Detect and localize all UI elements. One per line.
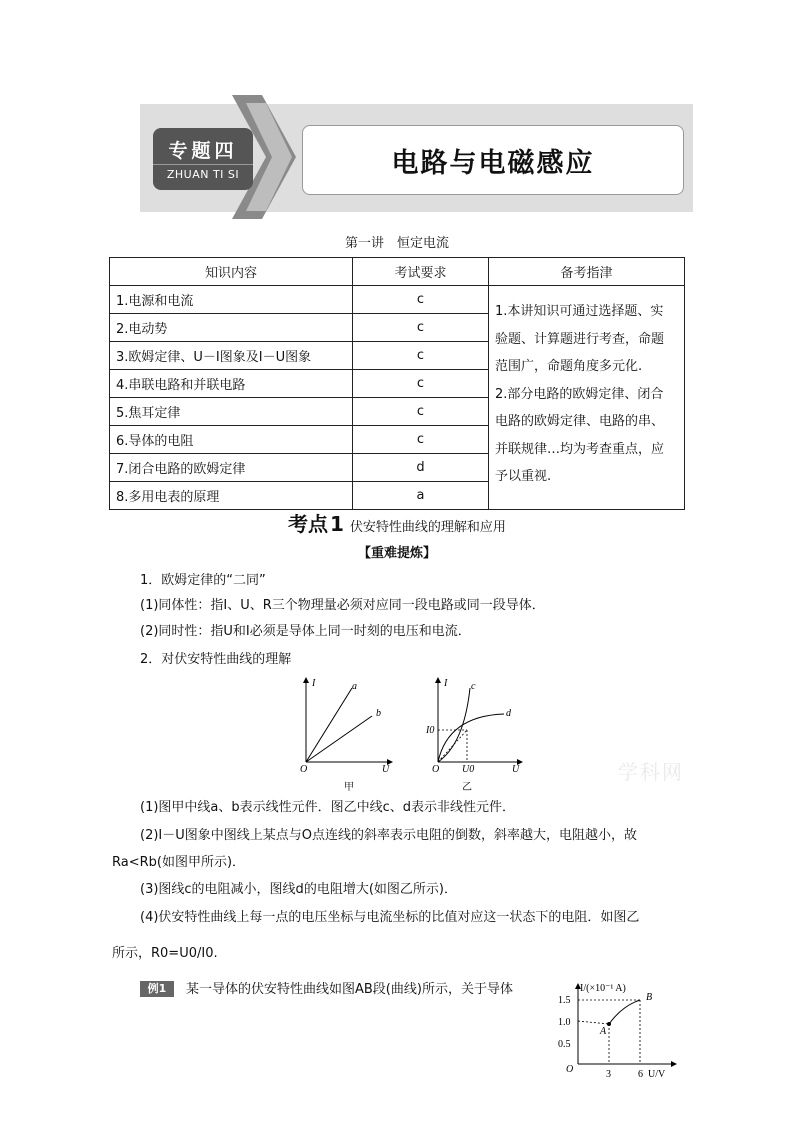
table-row: [110, 286, 685, 314]
row-content: 8.多用电表的原理: [110, 482, 353, 510]
example-text: 某一导体的伏安特性曲线如图AB段(曲线)所示，关于导体: [186, 982, 513, 997]
ex-label-a: A: [600, 1026, 607, 1037]
ex-origin: O: [566, 1064, 574, 1075]
ex-ytick: 0.5: [558, 1039, 571, 1050]
row-requirement: c: [353, 370, 489, 398]
yi-label-i: I: [444, 678, 448, 689]
yi-label-o: O: [432, 764, 440, 775]
chapter-title: 电路与电磁感应: [391, 147, 595, 179]
header-requirement: 考试要求: [353, 258, 489, 286]
yi-curve-c: [438, 688, 470, 762]
jia-label-o: O: [300, 764, 308, 775]
yi-label-i0: I0: [426, 725, 435, 736]
header-guide: 备考指津: [489, 258, 685, 286]
ex-xtick: 3: [606, 1069, 611, 1080]
example-badge: 例1: [140, 981, 174, 997]
example-graph: [550, 980, 684, 1084]
row-content: 6.导体的电阻: [110, 426, 353, 454]
lecture-title: 第一讲 恒定电流: [344, 236, 449, 251]
kaodian-title: 伏安特性曲线的理解和应用: [349, 520, 506, 535]
guide-line: 验题、计算题进行考查，命题: [495, 331, 665, 347]
jia-caption: 甲: [344, 782, 354, 793]
yi-label-c: c: [471, 681, 476, 692]
table-header-row: [110, 258, 685, 286]
row-content: 4.串联电路和并联电路: [110, 370, 353, 398]
topic-number: 专题四: [168, 140, 238, 162]
section-label: 【重难提炼】: [357, 546, 436, 561]
row-content: 3.欧姆定律、U－I图象及I－U图象: [110, 342, 353, 370]
yi-label-u: U: [512, 764, 520, 775]
jia-label-a: a: [352, 681, 357, 692]
row-content: 5.焦耳定律: [110, 398, 353, 426]
kaodian-number: 1: [330, 512, 344, 536]
ex-xtick: 6: [638, 1069, 643, 1080]
row-content: 1.电源和电流: [110, 286, 353, 314]
guide-line: 1.本讲知识可通过选择题、实: [495, 304, 664, 319]
point-1-title: 1．欧姆定律的“二同”: [140, 573, 266, 588]
row-requirement: a: [353, 482, 489, 510]
statement-4b: 所示，R0=U0/I0.: [112, 946, 218, 961]
point-1a: (1)同体性：指I、U、R三个物理量必须对应同一段电路或同一段导体．: [140, 598, 545, 613]
row-requirement: c: [353, 426, 489, 454]
ex-a-hdash: [578, 1021, 609, 1024]
ex-ytick: 1.5: [558, 995, 571, 1006]
guide-line: 予以重视.: [495, 469, 552, 484]
knowledge-table: [109, 257, 685, 510]
ex-point-a: [607, 1022, 611, 1026]
graph-yi: [426, 674, 526, 798]
yi-label-d: d: [506, 708, 511, 719]
row-requirement: d: [353, 454, 489, 482]
watermark: 学科网: [618, 760, 684, 784]
statement-2a: (2)I－U图象中图线上某点与O点连线的斜率表示电阻的倒数，斜率越大，电阻越小，故: [140, 828, 637, 843]
guide-line: 范围广，命题角度多元化.: [495, 359, 643, 374]
jia-line-a: [306, 688, 352, 762]
statement-1: (1)图甲中线a、b表示线性元件．图乙中线c、d表示非线性元件．: [140, 800, 516, 815]
guide-line: 电路的欧姆定律、电路的串、: [495, 414, 665, 429]
topic-badge: [153, 128, 253, 190]
statement-2b: Ra<Rb(如图甲所示)．: [112, 855, 246, 870]
row-content: 2.电动势: [110, 314, 353, 342]
banner-title-box: [302, 125, 684, 195]
statement-4a: (4)伏安特性曲线上每一点的电压坐标与电流坐标的比值对应这一状态下的电阻．如图乙: [140, 910, 640, 925]
row-content: 7.闭合电路的欧姆定律: [110, 454, 353, 482]
ex-ylabel: I/(×10⁻¹ A): [580, 983, 626, 994]
kaodian-heading: [288, 508, 506, 537]
ex-xlabel: U/V: [648, 1069, 666, 1080]
statement-3: (3)图线c的电阻减小，图线d的电阻增大(如图乙所示)．: [140, 882, 457, 897]
graph-jia: [296, 674, 396, 798]
point-2-title: 2．对伏安特性曲线的理解: [140, 652, 292, 667]
guide-line: 2.部分电路的欧姆定律、闭合: [495, 386, 664, 402]
ex-curve-ab: [609, 1000, 640, 1024]
row-requirement: c: [353, 398, 489, 426]
row-requirement: c: [353, 286, 489, 314]
topic-pinyin: ZHUAN TI SI: [153, 164, 253, 181]
yi-curve-d: [438, 714, 504, 762]
yi-label-u0: U0: [462, 764, 475, 775]
jia-line-b: [306, 716, 372, 762]
row-requirement: c: [353, 314, 489, 342]
guide-line: 并联规律…均为考查重点，应: [495, 441, 665, 457]
header-content: 知识内容: [110, 258, 353, 286]
point-1b: (2)同时性：指U和I必须是导体上同一时刻的电压和电流．: [140, 624, 471, 639]
ex-label-b: B: [646, 992, 653, 1003]
yi-origin-dash: [438, 730, 467, 762]
row-requirement: c: [353, 342, 489, 370]
jia-label-u: U: [382, 764, 390, 775]
jia-label-i: I: [312, 678, 316, 689]
jia-label-b: b: [376, 708, 381, 719]
guide-cell: [489, 286, 685, 510]
ex-ytick: 1.0: [558, 1017, 571, 1028]
yi-caption: 乙: [462, 782, 472, 793]
kaodian-label: 考点: [288, 512, 328, 536]
